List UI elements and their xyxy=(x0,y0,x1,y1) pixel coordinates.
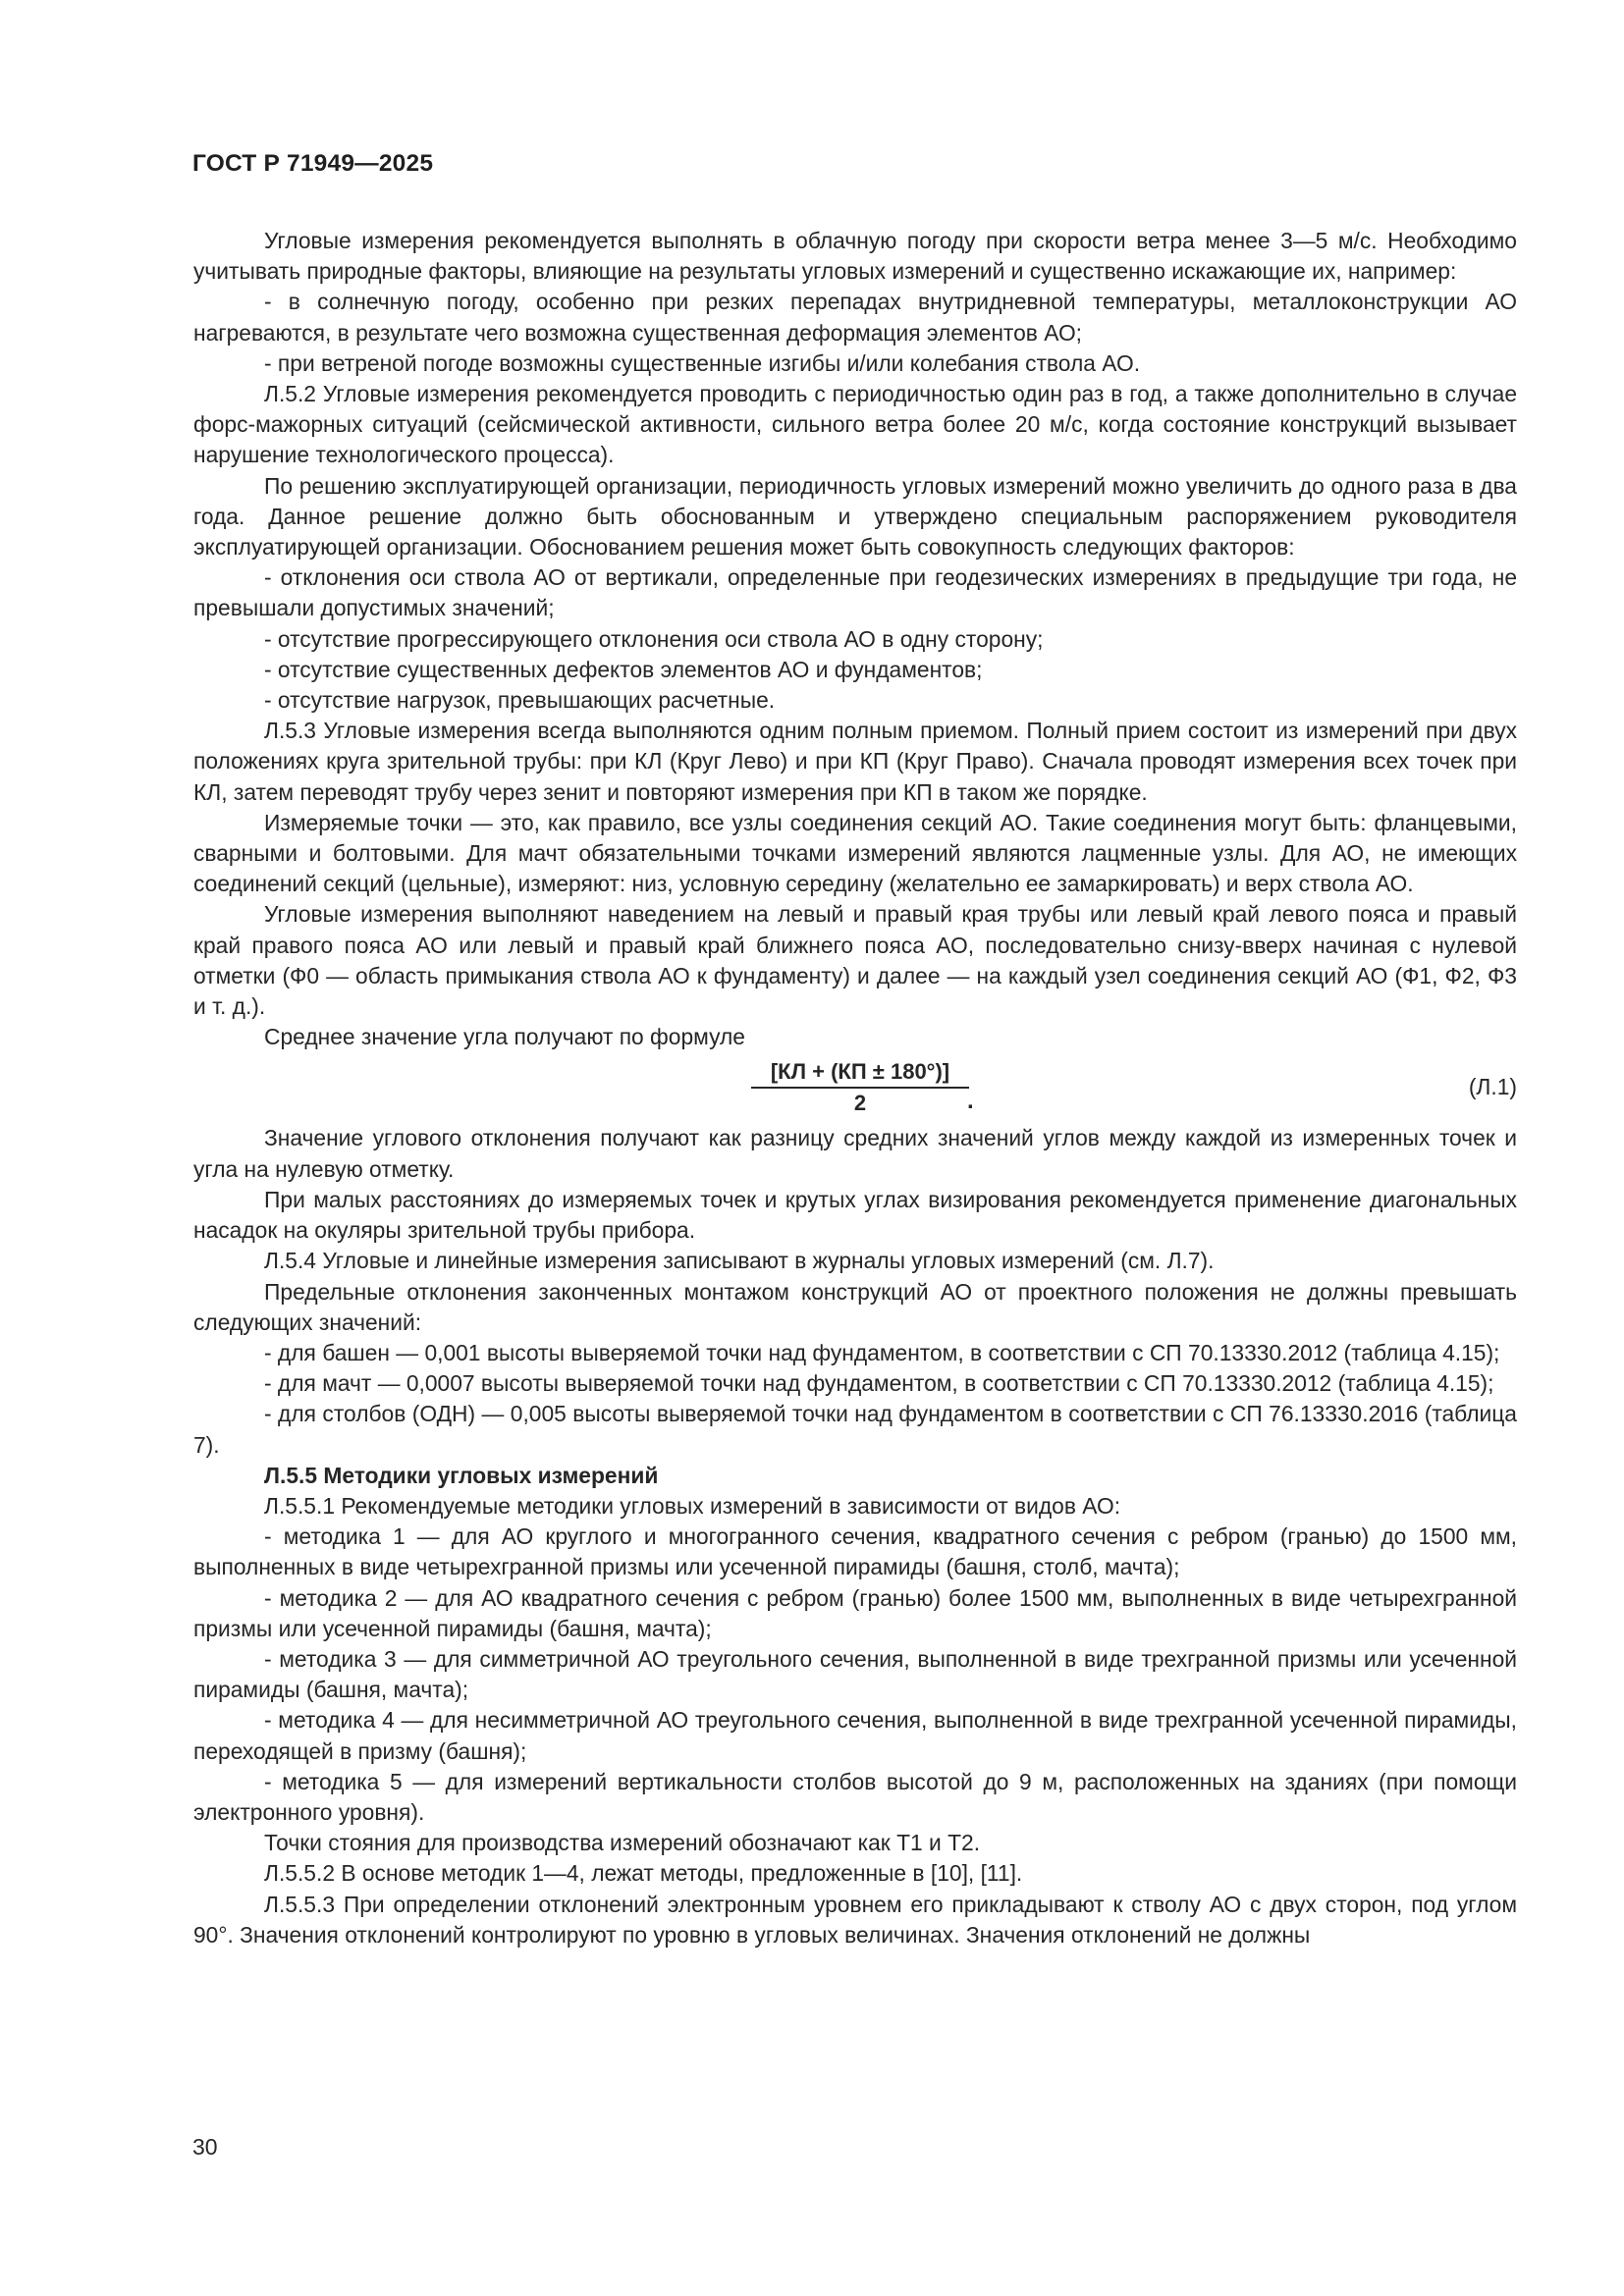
formula-denominator: 2 xyxy=(853,1091,867,1116)
paragraph: Л.5.5.2 В основе методик 1—4, лежат методы, предложенные в [10], [11]. xyxy=(264,1860,1023,1887)
document-body xyxy=(193,226,1517,1950)
paragraph: Точки стояния для производства измерений обозначают как Т1 и Т2. xyxy=(264,1830,981,1856)
list-item: - отклонения оси ствола АО от вертикали, определенные при геодезических измерениях в предыдущие три года, не превышали допустимых значений; xyxy=(193,564,1517,621)
paragraph: Л.5.5.1 Рекомендуемые методики угловых измерений в зависимости от видов АО: xyxy=(264,1492,1121,1519)
paragraph: Л.5.3 Угловые измерения всегда выполняются одним полным приемом. Полный прием состоит из измерений при двух положениях круга зрительной трубы: при КЛ (Круг Лево) и при КП (Круг Право). Сначала проводят измерения всех точек при КЛ, затем переводят трубу через зенит и повторяют измерения при КП в таком же порядке. xyxy=(193,718,1517,805)
document-header: ГОСТ Р 71949—2025 xyxy=(192,150,434,177)
list-item: - для башен — 0,001 высоты выверяемой точки над фундаментом, в соответствии с СП 70.13330.2012 (таблица 4.15); xyxy=(264,1339,1500,1365)
paragraph: Предельные отклонения законченных монтажом конструкций АО от проектного положения не должны превышать следующих значений: xyxy=(193,1278,1517,1335)
list-item: - при ветреной погоде возможны существенные изгибы и/или колебания ствола АО. xyxy=(264,349,1141,376)
formula-period: . xyxy=(967,1088,974,1115)
paragraph: При малых расстояниях до измеряемых точек и крутых углах визирования рекомендуется применение диагональных насадок на окуляры зрительной трубы прибора. xyxy=(193,1186,1517,1244)
list-item: - для мачт — 0,0007 высоты выверяемой точки над фундаментом, в соответствии с СП 70.13330.2012 (таблица 4.15); xyxy=(264,1370,1494,1397)
formula-block xyxy=(193,1056,1517,1121)
paragraph: Л.5.5.3 При определении отклонений электронным уровнем его прикладывают к стволу АО с двух сторон, под углом 90°. Значения отклонений контролируют по уровню в угловых величинах. Значения отклонений не должны xyxy=(193,1891,1517,1948)
formula-numerator: [КЛ + (КП ± 180°)] xyxy=(751,1058,969,1089)
list-item: - отсутствие нагрузок, превышающих расчетные. xyxy=(264,687,776,714)
list-item: - в солнечную погоду, особенно при резких перепадах внутридневной температуры, металлоконструкции АО нагреваются, в результате чего возможна существенная деформация элементов АО; xyxy=(193,289,1517,346)
paragraph: Угловые измерения выполняют наведением на левый и правый края трубы или левый край левого пояса и правый край правого пояса АО или левый и правый край ближнего пояса АО, последовательно снизу-вверх начиная с нулевой отметки (Ф0 — область примыкания ствола АО к фундаменту) и далее — на каждый узел соединения секций АО (Ф1, Ф2, Ф3 и т. д.). xyxy=(193,901,1517,1020)
list-item: - отсутствие прогрессирующего отклонения оси ствола АО в одну сторону; xyxy=(264,625,1044,652)
page-number: 30 xyxy=(192,2134,218,2160)
paragraph: Угловые измерения рекомендуется выполнять в облачную погоду при скорости ветра менее 3—5 м/с. Необходимо учитывать природные факторы, влияющие на результаты угловых измерений и существенно искажающие их, например: xyxy=(193,228,1517,285)
paragraph: Л.5.2 Угловые измерения рекомендуется проводить с периодичностью один раз в год, а также дополнительно в случае форс-мажорных ситуаций (сейсмической активности, сильного ветра более 20 м/с, когда состояние конструкций вызывает нарушение технологического процесса). xyxy=(193,381,1517,468)
paragraph: Среднее значение угла получают по формуле xyxy=(264,1024,745,1050)
formula-fraction xyxy=(751,1058,969,1117)
list-item: - методика 4 — для несимметричной АО треугольного сечения, выполненной в виде трехгранной усеченной пирамиды, переходящей в призму (башня); xyxy=(193,1707,1517,1764)
list-item: - отсутствие существенных дефектов элементов АО и фундаментов; xyxy=(264,656,983,682)
list-item: - методика 2 — для АО квадратного сечения с ребром (гранью) более 1500 мм, выполненных в виде четырехгранной призмы или усеченной пирамиды (башня, мачта); xyxy=(193,1584,1517,1641)
paragraph: Значение углового отклонения получают как разницу средних значений углов между каждой из измеренных точек и угла на нулевую отметку. xyxy=(193,1125,1517,1182)
paragraph: По решению эксплуатирующей организации, периодичность угловых измерений можно увеличить до одного раза в два года. Данное решение должно быть обоснованным и утверждено специальным распоряжением руководителя эксплуатирующей организации. Обоснованием решения может быть совокупность следующих факторов: xyxy=(193,472,1517,561)
list-item: - методика 1 — для АО круглого и многогранного сечения, квадратного сечения с ребром (гранью) до 1500 мм, выполненных в виде четырехгранной призмы или усеченной пирамиды (башня, столб, мачта); xyxy=(193,1523,1517,1580)
list-item: - методика 3 — для симметричной АО треугольного сечения, выполненной в виде трехгранной призмы или усеченной пирамиды (башня, мачта); xyxy=(193,1645,1517,1703)
formula-number: (Л.1) xyxy=(1468,1074,1517,1100)
paragraph: Л.5.4 Угловые и линейные измерения записывают в журналы угловых измерений (см. Л.7). xyxy=(264,1248,1215,1274)
list-item: - для столбов (ОДН) — 0,005 высоты выверяемой точки над фундаментом в соответствии с СП 76.13330.2016 (таблица 7). xyxy=(193,1401,1517,1458)
paragraph: Измеряемые точки — это, как правило, все узлы соединения секций АО. Такие соединения могут быть: фланцевыми, сварными и болтовыми. Для мачт обязательными точками измерений являются лацменные узлы. Для АО, не имеющих соединений секций (цельные), измеряют: низ, условную середину (желательно ее замаркировать) и верх ствола АО. xyxy=(193,809,1517,897)
list-item: - методика 5 — для измерений вертикальности столбов высотой до 9 м, расположенных на зданиях (при помощи электронного уровня). xyxy=(193,1768,1517,1825)
section-heading: Л.5.5 Методики угловых измерений xyxy=(264,1462,659,1488)
